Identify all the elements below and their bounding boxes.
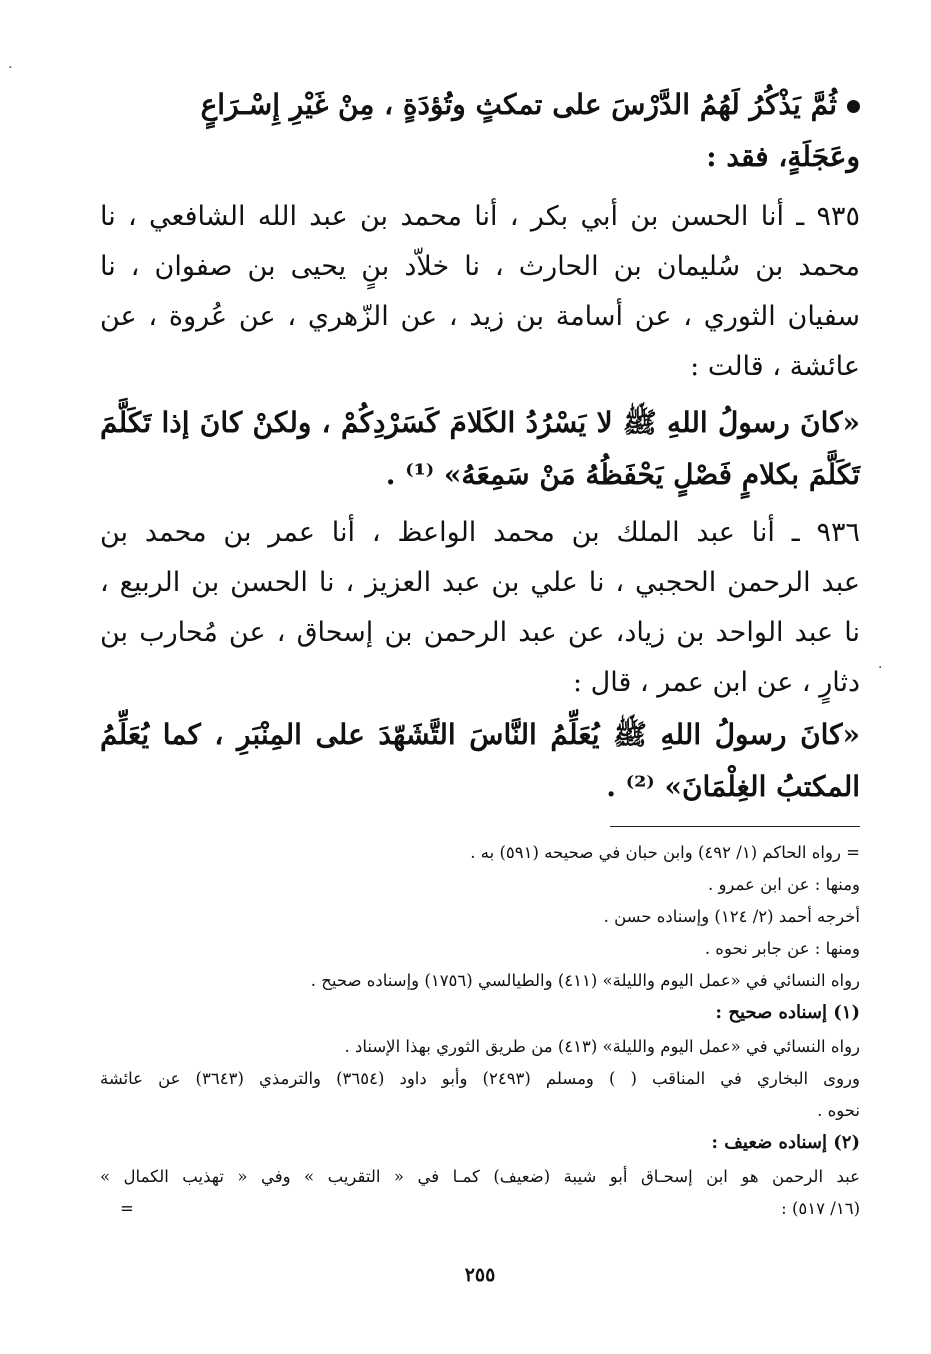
footnote-line-12 [100, 1194, 860, 1224]
narration-936-line-1: ٩٣٦ ـ أنا عبد الملك بن محمد الواعظ ، أنا عمر بن محمد بن [100, 517, 860, 548]
intro-line-2: وعَجَلَةٍ، فقد : [706, 140, 860, 173]
page-number: ٢٥٥ [464, 1264, 496, 1286]
footnote-line-3: أخرجه أحمد (٢/ ١٢٤) وإسناده حسن . [603, 907, 860, 926]
hadith-936-line-1: «كانَ رسولُ اللهِ ﷺ يُعَلِّمُ النَّاسَ التَّشَهّدَ على المِنْبَرِ ، كما يُعَلِّمُ [100, 718, 860, 751]
narration-936-line-2: عبد الرحمن الحجبي ، نا علي بن عبد العزيز ، نا الحسن بن الربيع ، [100, 567, 860, 598]
bullet-icon [847, 100, 860, 113]
hadith-936-line-2: المكتبُ الغِلْمَانَ» ⁽²⁾ . [606, 770, 860, 803]
hadith-935-line-1: «كانَ رسولُ اللهِ ﷺ لا يَسْرُدُ الكَلامَ كَسَرْدِكُمْ ، ولكنْ كانَ إذا تَكَلَّمَ [100, 406, 860, 439]
narration-935-line-3: سفيان الثوري ، عن أسامة بن زيد ، عن الزّهري ، عن عُروة ، عن [100, 301, 860, 332]
footnote-line-9: نحوه . [817, 1101, 860, 1120]
footnote-line-4: ومنها : عن جابر نحوه . [704, 939, 860, 958]
footnote-2-heading: (٢) إسناده ضعيف : [711, 1132, 860, 1153]
narration-935-line-4: عائشة ، قالت : [690, 351, 860, 382]
scan-speck: · [878, 660, 883, 676]
footnote-line-2: ومنها : عن ابن عمرو . [707, 875, 860, 894]
book-page [100, 80, 860, 1300]
footnote-separator [610, 826, 860, 827]
intro-line-1: ثُمَّ يَذْكُرُ لَهُمُ الدَّرْسَ على تمكثٍ وتُؤدَةٍ ، مِنْ غَيْرِ إِسْـرَاعٍ [100, 80, 860, 130]
footnote-line-7: رواه النسائي في «عمل اليوم والليلة» (٤١٣) من طريق الثوري بهذا الإسناد . [344, 1037, 860, 1056]
narration-936-line-4: دثارٍ ، عن ابن عمر ، قال : [572, 667, 860, 698]
footnote-line-8: وروى البخاري في المناقب ( ) ومسلم (٢٤٩٣) وأبو داود (٣٦٥٤) والترمذي (٣٦٤٣) عن عائشة [100, 1069, 860, 1088]
footnote-line-5: رواه النسائي في «عمل اليوم والليلة» (٤١١) والطيالسي (١٧٥٦) وإسناده صحيح . [310, 971, 860, 990]
footnote-continuation-mark: = [120, 1199, 134, 1218]
narration-936-line-3: نا عبد الواحد بن زياد، عن عبد الرحمن بن إسحاق ، عن مُحارب بن [100, 617, 860, 648]
scan-speck: · [8, 60, 13, 76]
hadith-935-line-2: تَكَلَّمَ بكلامٍ فَصْلٍ يَحْفَظُهُ مَنْ سَمِعَهُ» ⁽¹⁾ . [385, 458, 860, 491]
footnote-1-heading: (١) إسناده صحيح : [715, 1002, 860, 1023]
footnote-line-12-text: (١٦/ ٥١٧) : [781, 1199, 860, 1218]
narration-935-line-2: محمد بن سُليمان بن الحارث ، نا خلاّد بنٍ يحيى بن صفوان ، نا [100, 251, 860, 282]
narration-935-line-1: ٩٣٥ ـ أنا الحسن بن أبي بكر ، أنا محمد بن عبد الله الشافعي ، نا [100, 201, 860, 232]
footnote-line-1: = رواه الحاكم (١/ ٤٩٢) وابن حبان في صحيحه (٥٩١) به . [470, 843, 860, 862]
footnote-line-11: عبد الرحمن هو ابن إسحـاق أبو شيبة (ضعيف) كمـا في « التقريب » وفي « تهذيب الكمال » [100, 1167, 860, 1186]
